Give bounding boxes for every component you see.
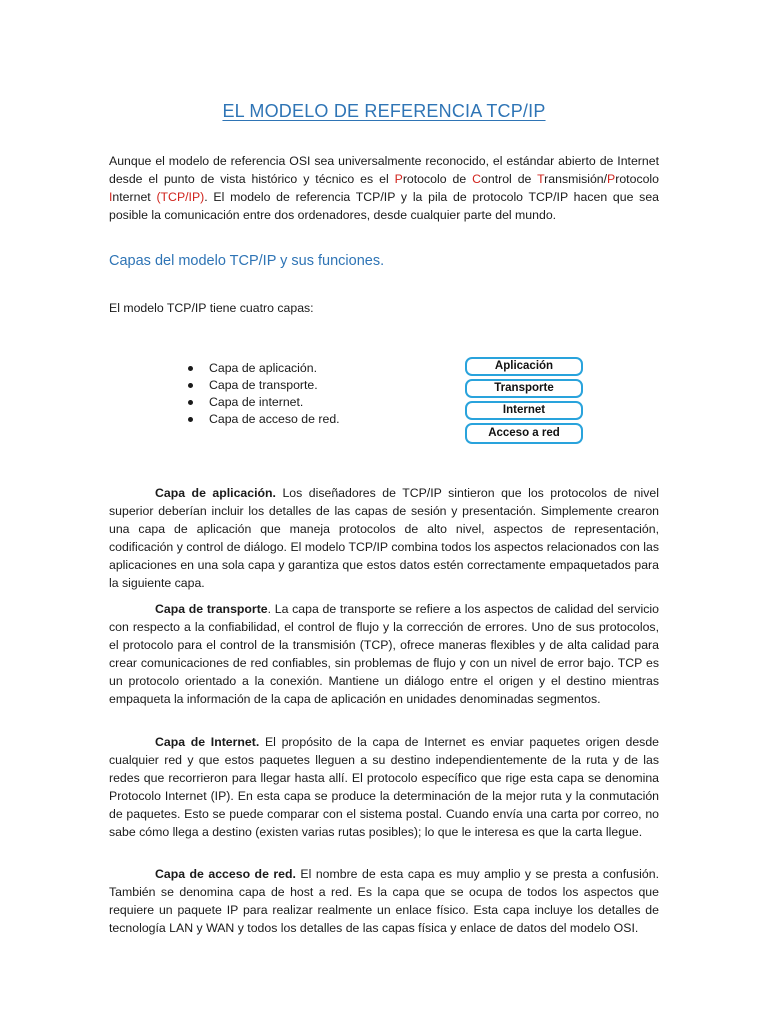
four-layers-text: El modelo TCP/IP tiene cuatro capas: (109, 301, 314, 315)
layer-box-internet: Internet (465, 401, 583, 420)
list-item: Capa de transporte. (187, 377, 340, 394)
acronym-letter: P (394, 172, 403, 186)
intro-paragraph (109, 152, 659, 224)
list-item: Capa de aplicación. (187, 360, 340, 377)
intro-text: ransmisión/ (544, 172, 608, 186)
layer-bullet-list (187, 360, 340, 428)
intro-text: rotocolo de (402, 172, 473, 186)
section-body: . La capa de transporte se refiere a los aspectos de calidad del servicio con respecto a la confiabilidad, el control de flujo y la corrección de errores. Uno de sus protocolos, el protocolo para el control de la transmisión (TCP), ofrece maneras flexibles y de alta calidad para crear comunicaciones de red confiables, sin problemas de flujo y con un nivel de error bajo. TCP es un protocolo orientado a la conexión. Mantiene un diálogo entre el origen y el destino mientras empaqueta la información de la capa de aplicación en unidades denominadas segmentos. (109, 602, 659, 706)
section-body: El propósito de la capa de Internet es enviar paquetes origen desde cualquier red y que estos paquetes lleguen a su destino independientemente de la ruta y de las redes que recorrieron para llegar hasta allí. El protocolo específico que rige esta capa se denomina Protocolo Internet (IP). En esta capa se produce la determinación de la mejor ruta y la conmutación de paquetes. Esto se puede comparar con el sistema postal. Cuando envía una carta por correo, no sabe cómo llega a destino (existen varias rutas posibles); lo que le interesa es que la carta llegue. (109, 735, 660, 839)
intro-text: Aunque el modelo de referencia OSI sea universalmente reconocido, el estándar abierto de Internet desde el punto de vista histórico y técnico es el (109, 154, 659, 186)
acronym-letter: T (537, 172, 545, 186)
section-heading: Capa de acceso de red. (155, 867, 296, 881)
section-heading: Capa de aplicación. (155, 486, 276, 500)
section-body: El nombre de esta capa es muy amplio y se presta a confusión. También se denomina capa de host a red. Es la capa que se ocupa de todos los aspectos que requiere un paquete IP para realizar realmente un enlace físico. Esta capa incluye los detalles de tecnología LAN y WAN y todos los detalles de las capas física y enlace de datos del modelo OSI. (109, 867, 659, 935)
section-heading: Capa de Internet. (155, 735, 260, 749)
intro-text: nternet (112, 190, 157, 204)
layer-box-aplicacion: Aplicación (465, 357, 583, 376)
layer-box-acceso-red: Acceso a red (465, 423, 583, 444)
section-transporte (109, 600, 659, 708)
acronym-letter: P (607, 172, 616, 186)
acronym-letter: C (472, 172, 482, 186)
tcpip-layer-diagram (465, 357, 583, 447)
layer-box-transporte: Transporte (465, 379, 583, 398)
intro-text: . El modelo de referencia TCP/IP y la pila de protocolo TCP/IP hacen que sea posible la comunicación entre dos ordenadores, desde cualquier parte del mundo. (109, 190, 660, 222)
intro-text: ontrol de (481, 172, 538, 186)
acronym-letter: I (109, 190, 113, 204)
intro-text: rotocolo (615, 172, 659, 186)
section-acceso-red (109, 865, 659, 937)
document-title: EL MODELO DE REFERENCIA TCP/IP (222, 101, 546, 121)
acronym-highlight: (TCP/IP) (156, 190, 205, 204)
section-body: Los diseñadores de TCP/IP sintieron que los protocolos de nivel superior deberían incluir los detalles de las capas de sesión y presentación. Simplemente crearon una capa de aplicación que maneja protocolos de alto nivel, aspectos de representación, codificación y control de diálogo. El modelo TCP/IP combina todos los aspectos relacionados con las aplicaciones en una sola capa y garantiza que estos datos estén correctamente empaquetados para la siguiente capa. (109, 486, 659, 590)
section-subheading: Capas del modelo TCP/IP y sus funciones. (109, 253, 385, 269)
section-heading: Capa de transporte (155, 602, 268, 616)
section-internet (109, 733, 659, 841)
section-aplicacion (109, 484, 659, 592)
list-item: Capa de internet. (187, 394, 340, 411)
list-item: Capa de acceso de red. (187, 411, 340, 428)
